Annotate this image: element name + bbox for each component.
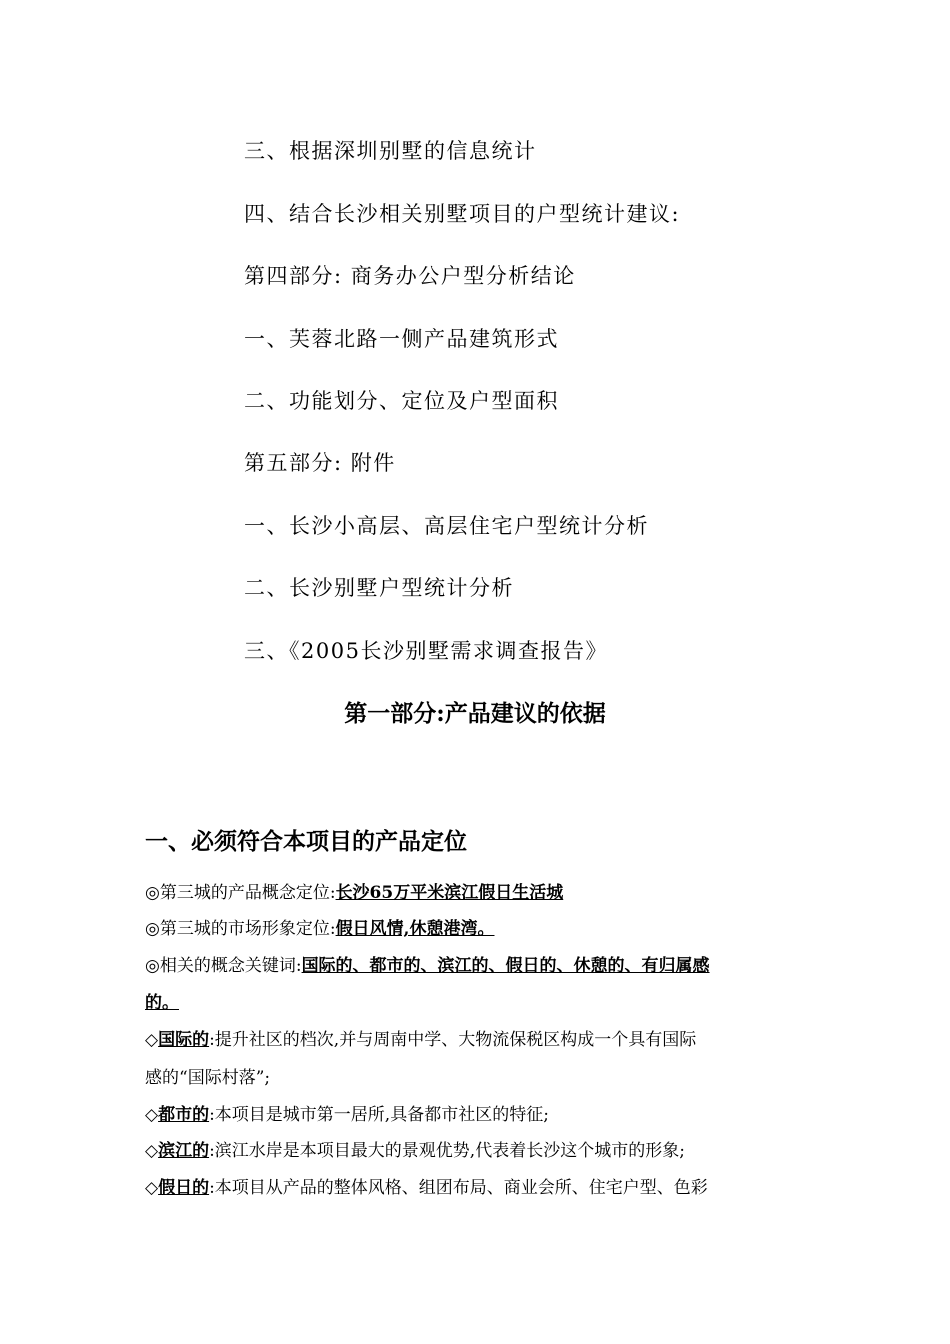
keywords-value: 国际的、都市的、滨江的、假日的、休憩的、有归属感 <box>301 956 710 976</box>
keyword-text-cont: 感的“国际村落”; <box>145 1068 271 1088</box>
keyword-text: :本项目从产品的整体风格、组团布局、商业会所、住宅户型、色彩 <box>209 1178 708 1198</box>
keyword-item-international <box>145 1028 696 1052</box>
keyword-term: 滨江的 <box>158 1141 210 1161</box>
section-title: 第一部分:产品建议的依据 <box>344 700 606 727</box>
keywords-line <box>145 954 710 978</box>
keyword-text: :本项目是城市第一居所,具备都市社区的特征; <box>209 1105 549 1125</box>
keyword-text: :提升社区的档次,并与周南中学、大物流保税区构成一个具有国际 <box>209 1030 697 1050</box>
toc-item: 三、根据深圳别墅的信息统计 <box>244 139 537 163</box>
keyword-item-urban <box>145 1103 549 1127</box>
keywords-value-cont: 的。 <box>145 993 179 1013</box>
positioning-label: ◎第三城的市场形象定位: <box>145 919 336 939</box>
diamond-icon: ◇ <box>145 1105 159 1125</box>
keyword-term: 都市的 <box>158 1105 210 1125</box>
toc-item: 第五部分: 附件 <box>244 451 396 475</box>
diamond-icon: ◇ <box>145 1178 159 1198</box>
product-positioning <box>145 881 563 905</box>
keyword-text: :滨江水岸是本项目最大的景观优势,代表着长沙这个城市的形象; <box>209 1141 685 1161</box>
keyword-term: 假日的 <box>158 1178 210 1198</box>
toc-item: 一、芙蓉北路一侧产品建筑形式 <box>244 327 559 351</box>
market-positioning <box>145 917 494 941</box>
keyword-item-international-cont <box>145 1066 270 1090</box>
toc-item: 三、《2005长沙别墅需求调查报告》 <box>244 639 608 663</box>
keyword-item-riverside <box>145 1139 685 1163</box>
positioning-value: 长沙65万平米滨江假日生活城 <box>335 883 564 903</box>
positioning-label: ◎第三城的产品概念定位: <box>145 883 336 903</box>
positioning-value: 假日风情,休憩港湾。 <box>335 919 495 939</box>
toc-item: 四、结合长沙相关别墅项目的户型统计建议: <box>244 202 681 226</box>
keyword-item-holiday <box>145 1176 708 1200</box>
diamond-icon: ◇ <box>145 1030 159 1050</box>
keywords-line-cont <box>145 991 179 1015</box>
keywords-label: ◎相关的概念关键词: <box>145 956 302 976</box>
diamond-icon: ◇ <box>145 1141 159 1161</box>
toc-item: 第四部分: 商务办公户型分析结论 <box>244 264 576 288</box>
toc-item: 二、功能划分、定位及户型面积 <box>244 389 559 413</box>
keyword-term: 国际的 <box>158 1030 210 1050</box>
subsection-title: 一、必须符合本项目的产品定位 <box>145 828 467 855</box>
toc-item: 一、长沙小高层、高层住宅户型统计分析 <box>244 514 649 538</box>
toc-item: 二、长沙别墅户型统计分析 <box>244 576 514 600</box>
